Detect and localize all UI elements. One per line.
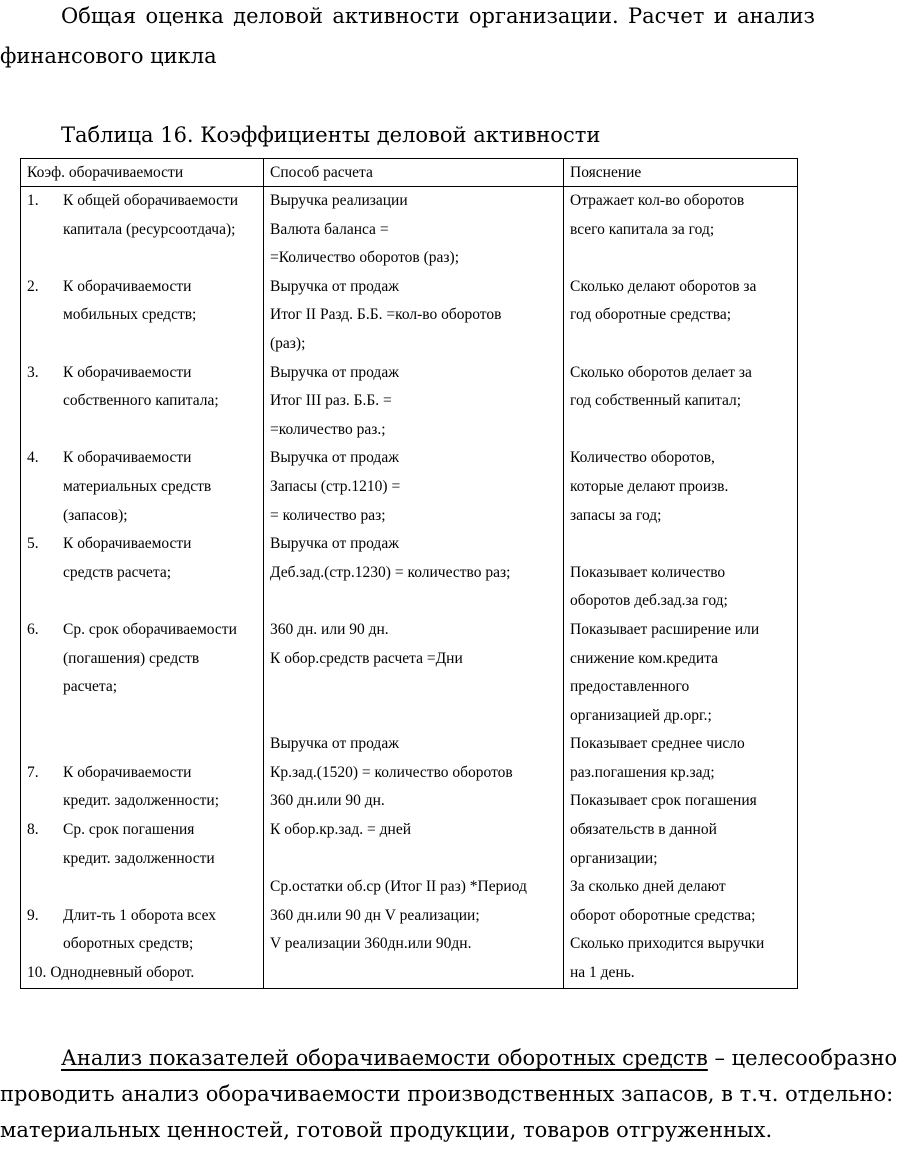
explanation-line: Количество оборотов, xyxy=(570,449,715,467)
ratio-text: оборотных средств; xyxy=(63,935,194,953)
method-line: Выручка от продаж xyxy=(270,277,399,295)
ratio-text: кредит. задолженности; xyxy=(63,792,220,810)
analysis-title: Анализ показателей оборачиваемости оборотных средств xyxy=(61,1046,708,1070)
ratio-number: 1. xyxy=(27,192,39,209)
explanation-line: организации; xyxy=(570,849,658,867)
ratio-number: 6. xyxy=(27,620,39,638)
explanation-line xyxy=(570,416,791,445)
ratio-text: собственного капитала; xyxy=(63,392,219,410)
ratio-line xyxy=(27,444,257,473)
explanation-line: обязательств в данной xyxy=(570,821,717,839)
ratio-line xyxy=(27,301,257,330)
explanation-line xyxy=(570,244,791,273)
ratio-column xyxy=(21,187,264,989)
ratio-text: К оборачиваемости xyxy=(63,363,192,381)
table-body-row xyxy=(21,187,798,989)
ratio-line xyxy=(27,816,257,845)
header-ratio: Коэф. оборачиваемости xyxy=(21,159,264,187)
explanation-line: на 1 день. xyxy=(570,964,635,982)
ratio-text: (запасов); xyxy=(63,506,128,524)
method-line: Выручка от продаж xyxy=(270,363,399,381)
method-line: Деб.зад.(стр.1230) = количество раз; xyxy=(270,563,511,581)
ratio-text: К оборачиваемости xyxy=(63,763,192,781)
method-line: К обор.средств расчета =Дни xyxy=(270,649,463,667)
ratio-text: К оборачиваемости xyxy=(63,449,192,467)
method-line: (раз); xyxy=(270,334,306,352)
ratio-number: 9. xyxy=(27,906,39,924)
ratio-text: кредит. задолженности xyxy=(63,849,215,867)
ratio-line xyxy=(27,530,257,559)
analysis-line-3: материальных ценностей, готовой продукции, товаров отгруженных. xyxy=(0,1118,773,1142)
header-method: Способ расчета xyxy=(264,159,564,187)
explanation-line: год собственный капитал; xyxy=(570,392,742,410)
ratio-number: 3. xyxy=(27,363,39,381)
explanation-line: Показывает срок погашения xyxy=(570,792,757,810)
method-line: Валюта баланса = xyxy=(270,220,389,238)
explanation-line: оборот оборотные средства; xyxy=(570,906,756,924)
method-line xyxy=(270,845,557,874)
ratio-number: 2. xyxy=(27,277,39,295)
explanation-line: Сколько делают оборотов за xyxy=(570,277,757,295)
ratio-text: (погашения) средств xyxy=(63,649,200,667)
explanation-line: Сколько приходится выручки xyxy=(570,935,765,953)
ratio-text: средств расчета; xyxy=(63,563,172,581)
explanation-line: оборотов деб.зад.за год; xyxy=(570,592,728,610)
method-line xyxy=(270,673,557,702)
method-line: =Количество оборотов (раз); xyxy=(270,249,460,267)
ratio-number: 7. xyxy=(27,763,39,781)
ratio-line xyxy=(27,702,257,731)
ratio-line xyxy=(27,473,257,502)
explanation-line: организацией др.орг.; xyxy=(570,706,712,724)
method-column xyxy=(264,187,564,989)
method-line: Выручка от продаж xyxy=(270,735,399,753)
method-line: 360 дн.или 90 дн V реализации; xyxy=(270,906,480,924)
table-header-row xyxy=(21,159,798,187)
method-line: =количество раз.; xyxy=(270,420,386,438)
method-line: Кр.зад.(1520) = количество оборотов xyxy=(270,763,513,781)
method-line: К обор.кр.зад. = дней xyxy=(270,821,411,839)
ratio-line xyxy=(27,759,257,788)
ratio-line xyxy=(27,244,257,273)
ratio-text: Однодневный оборот. xyxy=(50,964,195,982)
ratio-line xyxy=(27,330,257,359)
explanation-line xyxy=(570,330,791,359)
ratio-line xyxy=(27,416,257,445)
explanation-line: Отражает кол-во оборотов xyxy=(570,192,745,209)
ratio-line xyxy=(27,730,257,759)
ratio-text: К общей оборачиваемости xyxy=(63,192,239,209)
explanation-line: раз.погашения кр.зад; xyxy=(570,763,715,781)
ratio-line xyxy=(27,673,257,702)
method-line: Ср.остатки об.ср (Итог II раз) *Период xyxy=(270,878,527,896)
ratio-text: Длит-ть 1 оборота всех xyxy=(63,906,217,924)
explanation-line: За сколько дней делают xyxy=(570,878,726,896)
ratio-text: расчета; xyxy=(63,678,118,696)
method-line: = количество раз; xyxy=(270,506,386,524)
table-caption: Таблица 16. Коэффициенты деловой активности xyxy=(61,123,601,147)
method-line xyxy=(270,959,557,988)
activity-ratios-table xyxy=(20,158,798,989)
analysis-line-1 xyxy=(61,1040,897,1076)
ratio-text: К оборачиваемости xyxy=(63,277,192,295)
ratio-line xyxy=(27,187,257,216)
ratio-line xyxy=(27,502,257,531)
method-line: 360 дн.или 90 дн. xyxy=(270,792,385,810)
ratio-line xyxy=(27,845,257,874)
ratio-line xyxy=(27,902,257,931)
explanation-line: год оборотные средства; xyxy=(570,306,732,324)
ratio-line xyxy=(27,387,257,416)
ratio-text: материальных средств xyxy=(63,477,212,495)
ratio-number: 10. xyxy=(27,964,47,982)
ratio-text: мобильных средств; xyxy=(63,306,197,324)
ratio-line xyxy=(27,873,257,902)
method-line: Выручка от продаж xyxy=(270,449,399,467)
ratio-line xyxy=(27,959,257,988)
ratio-number: 8. xyxy=(27,821,39,839)
ratio-text: Ср. срок погашения xyxy=(63,821,195,839)
method-line: Выручка от продаж xyxy=(270,535,399,553)
explanation-line: запасы за год; xyxy=(570,506,662,524)
heading-line-1: Общая оценка деловой активности организации. Расчет и анализ xyxy=(61,4,815,28)
explanation-line: всего капитала за год; xyxy=(570,220,715,238)
ratio-number: 5. xyxy=(27,535,39,553)
ratio-line xyxy=(27,930,257,959)
analysis-line-1-rest: – целесообразно xyxy=(707,1046,897,1070)
ratio-line xyxy=(27,273,257,302)
analysis-line-2: проводить анализ оборачиваемости производственных запасов, в т.ч. отдельно: xyxy=(0,1082,894,1106)
method-line: Итог II Разд. Б.Б. =кол-во оборотов xyxy=(270,306,502,324)
explanation-line: Показывает среднее число xyxy=(570,735,745,753)
explanation-line: снижение ком.кредита xyxy=(570,649,719,667)
explanation-line: Показывает расширение или xyxy=(570,620,760,638)
explanation-line: предоставленного xyxy=(570,678,690,696)
ratio-line xyxy=(27,645,257,674)
ratio-text: Ср. срок оборачиваемости xyxy=(63,620,237,638)
method-line: Итог III раз. Б.Б. = xyxy=(270,392,392,410)
explanation-line xyxy=(570,530,791,559)
ratio-line xyxy=(27,359,257,388)
method-line: Запасы (стр.1210) = xyxy=(270,477,401,495)
ratio-text: К оборачиваемости xyxy=(63,535,192,553)
method-line xyxy=(270,587,557,616)
explanation-line: Сколько оборотов делает за xyxy=(570,363,752,381)
ratio-line xyxy=(27,559,257,588)
heading-line-2: финансового цикла xyxy=(0,44,217,68)
method-line: 360 дн. или 90 дн. xyxy=(270,620,389,638)
ratio-text: капитала (ресурсоотдача); xyxy=(63,220,236,238)
ratio-line xyxy=(27,787,257,816)
ratio-line xyxy=(27,616,257,645)
method-line xyxy=(270,702,557,731)
ratio-line xyxy=(27,216,257,245)
method-line: V реализации 360дн.или 90дн. xyxy=(270,935,472,953)
ratio-line xyxy=(27,587,257,616)
method-line: Выручка реализации xyxy=(270,192,408,209)
explanation-line: которые делают произв. xyxy=(570,477,729,495)
ratio-number: 4. xyxy=(27,449,39,467)
header-explanation: Пояснение xyxy=(564,159,798,187)
explanation-line: Показывает количество xyxy=(570,563,726,581)
explanation-column xyxy=(564,187,798,989)
